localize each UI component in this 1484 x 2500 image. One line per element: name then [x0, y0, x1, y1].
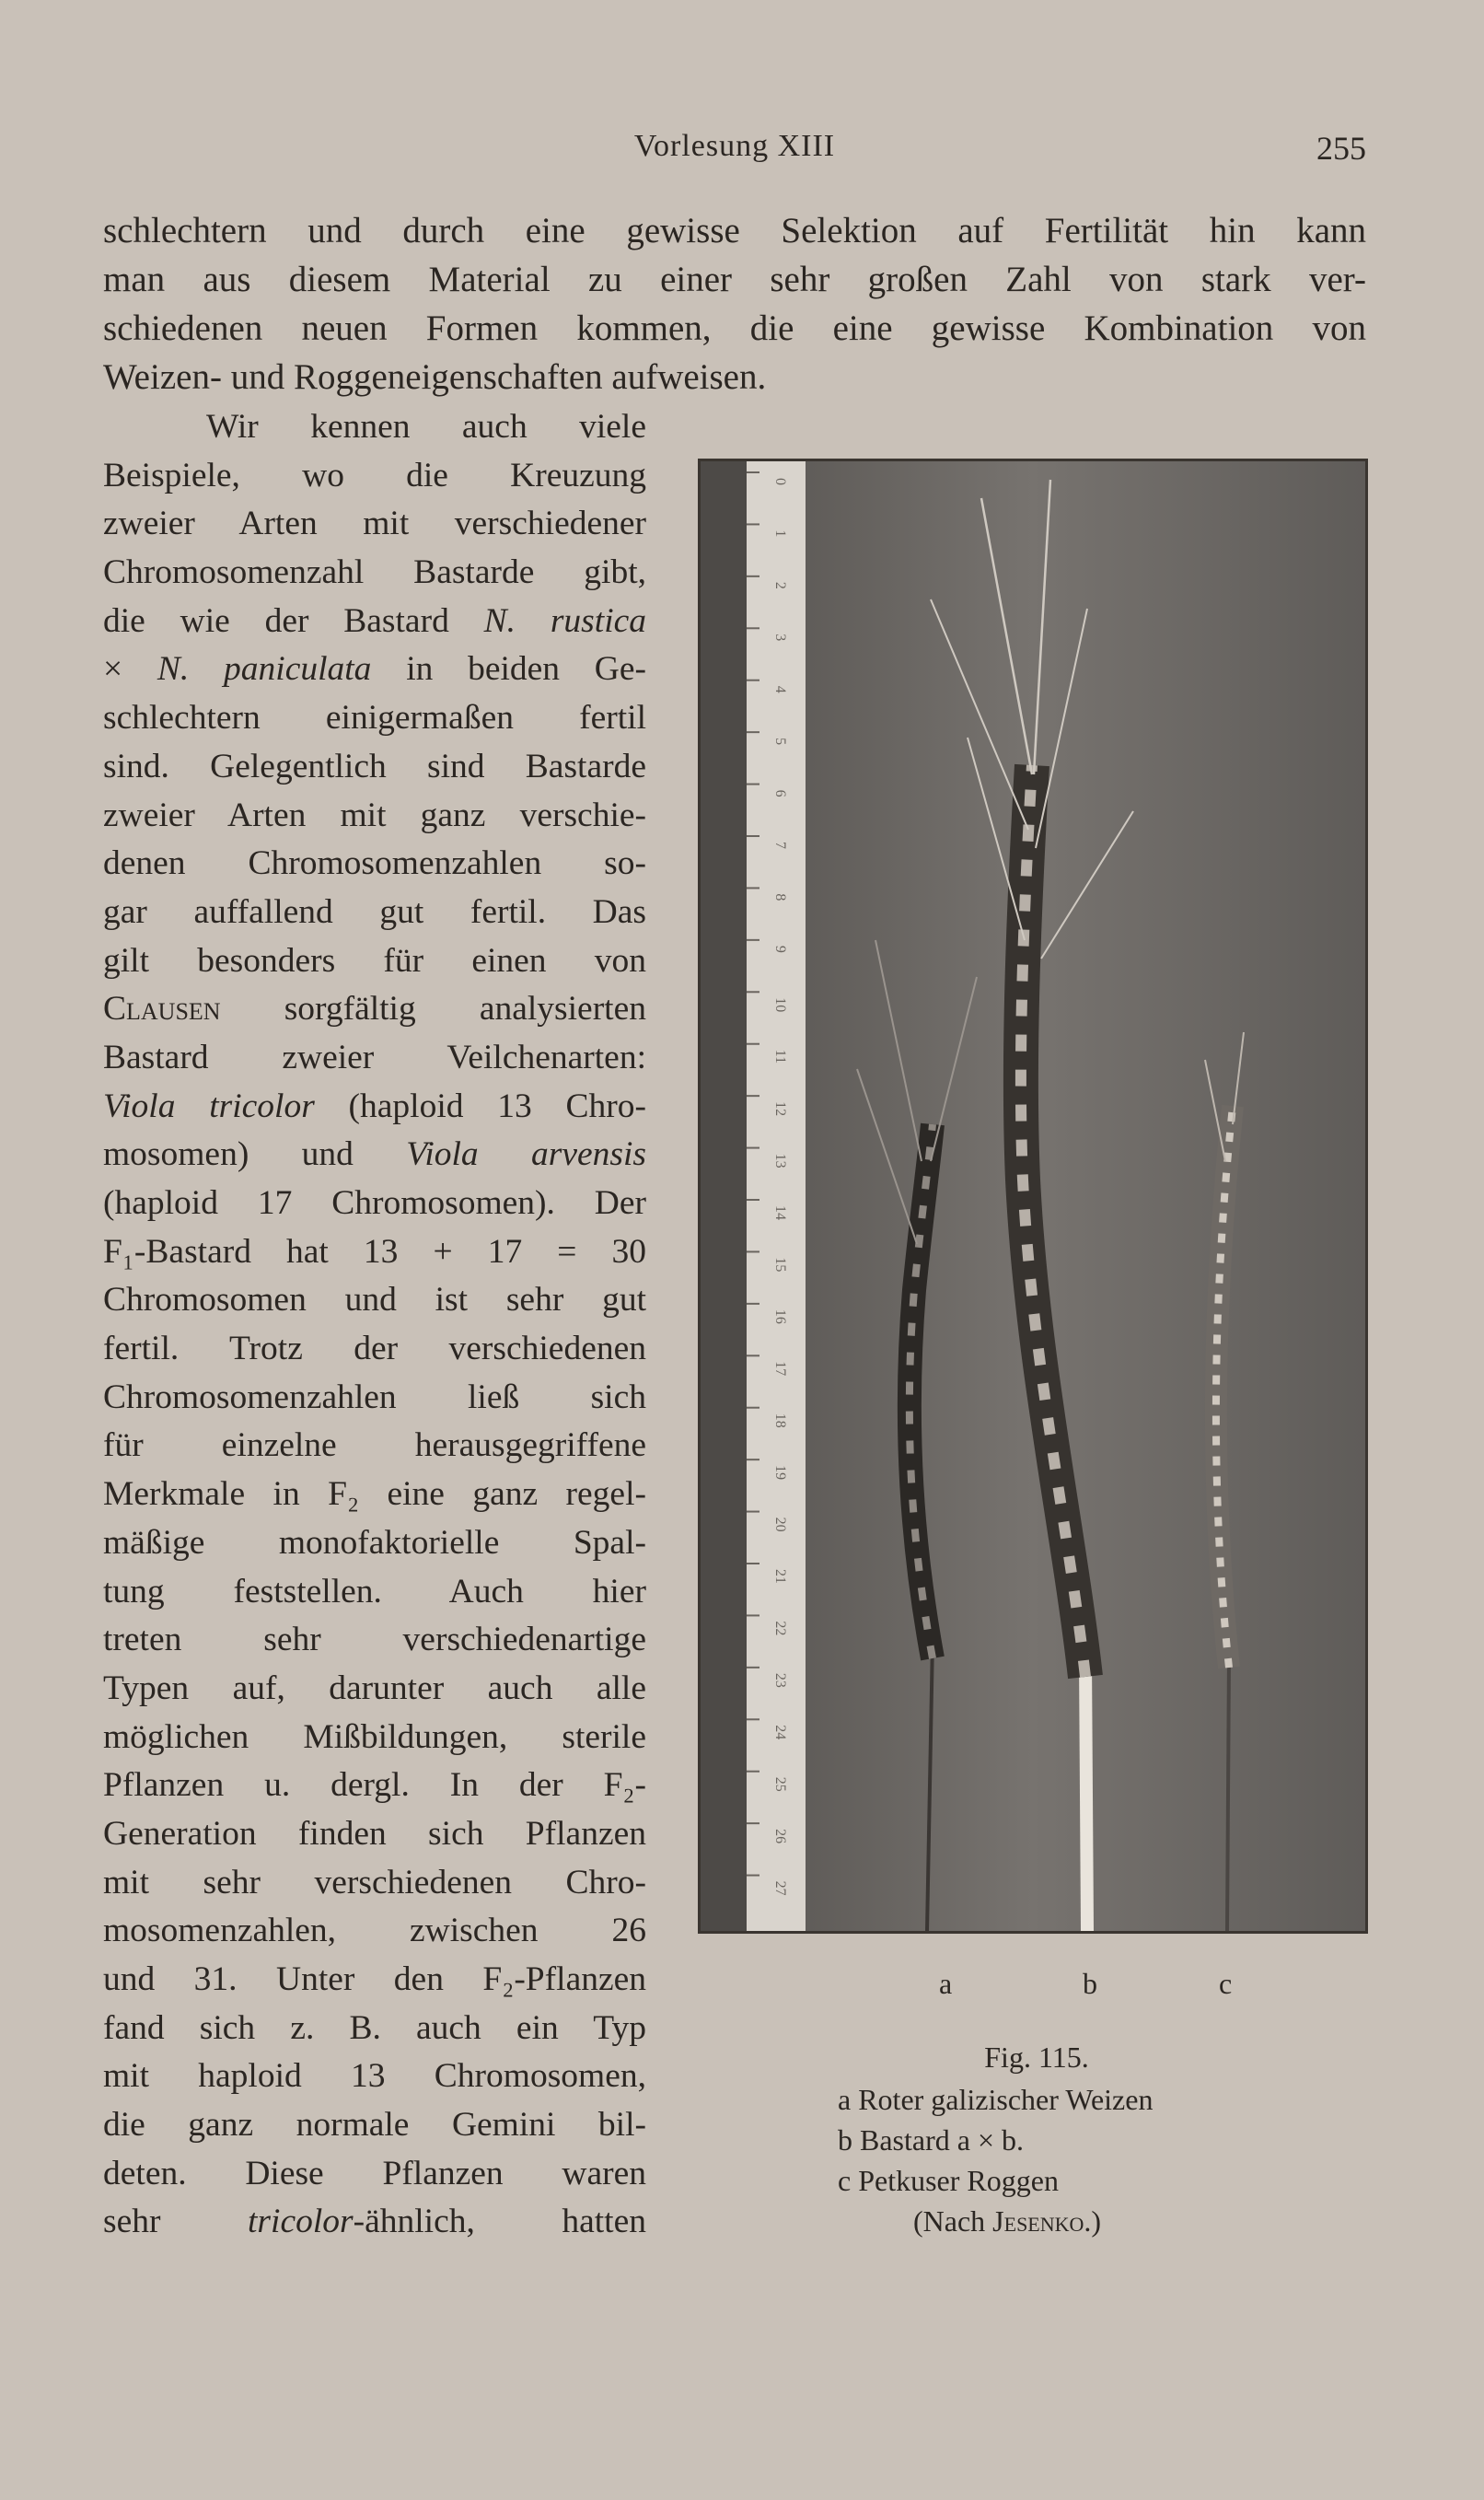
ruler-number: 9 [772, 945, 788, 953]
text-line [103, 645, 646, 694]
text-line: Bastard zweier Veilchenarten: [103, 1038, 646, 1076]
ruler-number: 27 [772, 1880, 788, 1896]
ruler-number: 18 [772, 1413, 788, 1428]
label-c: c [1219, 1967, 1233, 2000]
text-line: gilt besonders für einen von [103, 941, 646, 980]
ruler-number: 25 [772, 1776, 788, 1792]
figure-panel-labels [698, 1967, 1368, 2007]
text-line [103, 1131, 646, 1180]
ruler-number: 2 [772, 581, 788, 589]
figure-photo [698, 459, 1368, 1934]
text-segment: -ähnlich, hatten [353, 2203, 646, 2241]
ruler-number: 0 [772, 478, 788, 485]
ruler-number: 13 [772, 1153, 788, 1169]
intro-paragraph [103, 206, 1366, 401]
text-line: für einzelne herausgegriffene [103, 1426, 646, 1465]
text-line [103, 2198, 646, 2247]
text-line: mit haploid 13 Chromosomen, [103, 2057, 646, 2096]
text-line: fertil. Trotz der verschiedenen [103, 1330, 646, 1368]
text-line: zweier Arten mit ganz verschie- [103, 796, 646, 834]
ruler-number: 24 [772, 1725, 788, 1740]
ruler-number: 1 [772, 529, 788, 538]
legend-line: b Bastard a × b. [838, 2123, 1024, 2157]
ruler-number: 10 [772, 997, 788, 1013]
species-name: Viola tricolor [103, 1087, 315, 1125]
species-name: N. rustica [483, 601, 647, 640]
species-name: N. paniculata [157, 650, 372, 689]
photo-edge [701, 461, 747, 1931]
text-line: F₁-Bastard hat 13 + 17 = 30 [103, 1232, 646, 1271]
figure-number: Fig. 115. [984, 2041, 1089, 2074]
text-line: Weizen- und Roggeneigenschaften aufweisen. [103, 357, 767, 397]
text-line: mäßige monofaktorielle Spal- [103, 1523, 646, 1562]
text-line: Typen auf, darunter auch alle [103, 1669, 646, 1707]
text-line: Chromosomen und ist sehr gut [103, 1281, 646, 1320]
ruler-number: 26 [772, 1829, 788, 1844]
text-segment: in beiden Ge- [406, 650, 647, 689]
text-line: Pflanzen u. dergl. In der F₂- [103, 1766, 646, 1805]
text-line: und 31. Unter den F₂-Pflanzen [103, 1960, 646, 1998]
ruler-number: 12 [772, 1101, 788, 1117]
text-line: schiedenen neuen Formen kommen, die eine gewisse Kombination von [103, 308, 1366, 348]
text-segment: sorgfältig analysierten [284, 990, 646, 1029]
species-name: tricolor [248, 2203, 354, 2241]
running-title: Vorlesung XIII [633, 129, 836, 163]
page-number: 255 [1316, 130, 1366, 167]
legend-line: c Petkuser Roggen [838, 2164, 1059, 2197]
ruler-number: 16 [772, 1308, 788, 1324]
label-a: a [939, 1967, 953, 2000]
measuring-ruler [747, 461, 806, 1931]
ruler-number: 17 [772, 1361, 788, 1377]
text-line: zweier Arten mit verschiedener [103, 505, 646, 543]
text-line: tung feststellen. Auch hier [103, 1572, 646, 1610]
text-line: Merkmale in F₂ eine ganz regel- [103, 1475, 646, 1514]
text-line: mit sehr verschiedenen Chro- [103, 1863, 646, 1901]
text-line [103, 598, 646, 646]
source-suffix: .) [1084, 2204, 1102, 2238]
text-line: denen Chromosomenzahlen so- [103, 844, 646, 883]
text-line: die ganz normale Gemini bil- [103, 2106, 646, 2145]
text-line [103, 985, 646, 1034]
ruler-number: 14 [772, 1205, 788, 1220]
ruler-number: 11 [772, 1049, 788, 1064]
ruler-number: 21 [772, 1569, 788, 1584]
text-segment: sehr [103, 2203, 161, 2241]
text-line: (haploid 17 Chromosomen). Der [103, 1184, 646, 1222]
label-b: b [1083, 1967, 1097, 2000]
ruler-number: 3 [772, 634, 788, 642]
figure-source [698, 2201, 1368, 2241]
text-line [103, 1083, 646, 1132]
text-segment: (haploid 13 Chro- [348, 1087, 646, 1125]
ruler-number: 22 [772, 1621, 788, 1636]
legend-line: a Roter galizischer Weizen [838, 2083, 1154, 2116]
source-prefix: (Nach [913, 2204, 993, 2238]
text-line: gar auffallend gut fertil. Das [103, 892, 646, 931]
text-line: Generation finden sich Pflanzen [103, 1814, 646, 1853]
text-line: man aus diesem Material zu einer sehr großen Zahl von stark ver- [103, 260, 1366, 299]
text-line: treten sehr verschiedenartige [103, 1621, 646, 1659]
ruler-number: 4 [772, 685, 788, 693]
author-name: Clausen [103, 990, 221, 1029]
wheat-rye-photo [701, 461, 1365, 1931]
species-name: Viola arvensis [406, 1135, 646, 1174]
text-line: mosomenzahlen, zwischen 26 [103, 1912, 646, 1950]
cross-symbol: × [103, 650, 123, 689]
text-line: schlechtern und durch eine gewisse Selektion auf Fertilität hin kann [103, 211, 1366, 250]
ruler-number: 6 [772, 789, 788, 797]
text-line: Beispiele, wo die Kreuzung [103, 456, 646, 494]
running-head [103, 129, 1366, 169]
figure-caption [698, 2035, 1368, 2241]
ruler-number: 15 [772, 1257, 788, 1273]
text-line: deten. Diese Pflanzen waren [103, 2154, 646, 2192]
source-author: Jesenko [992, 2204, 1084, 2238]
body-column [103, 403, 646, 2247]
text-segment: die wie der Bastard [103, 601, 449, 640]
ruler-number: 23 [772, 1672, 788, 1688]
text-line: Chromosomenzahl Bastarde gibt, [103, 553, 646, 592]
ruler-number: 19 [772, 1465, 788, 1481]
text-line: Wir kennen auch viele [206, 408, 646, 446]
ruler-number: 20 [772, 1517, 788, 1532]
text-segment: mosomen) und [103, 1135, 354, 1174]
ruler-number: 8 [772, 893, 788, 901]
ruler-number: 5 [772, 738, 788, 746]
text-line: sind. Gelegentlich sind Bastarde [103, 747, 646, 785]
text-line: möglichen Mißbildungen, sterile [103, 1717, 646, 1756]
text-line: Chromosomenzahlen ließ sich [103, 1378, 646, 1416]
ruler-number: 7 [772, 842, 788, 849]
text-line: fand sich z. B. auch ein Typ [103, 2008, 646, 2047]
text-line: schlechtern einigermaßen fertil [103, 699, 646, 738]
